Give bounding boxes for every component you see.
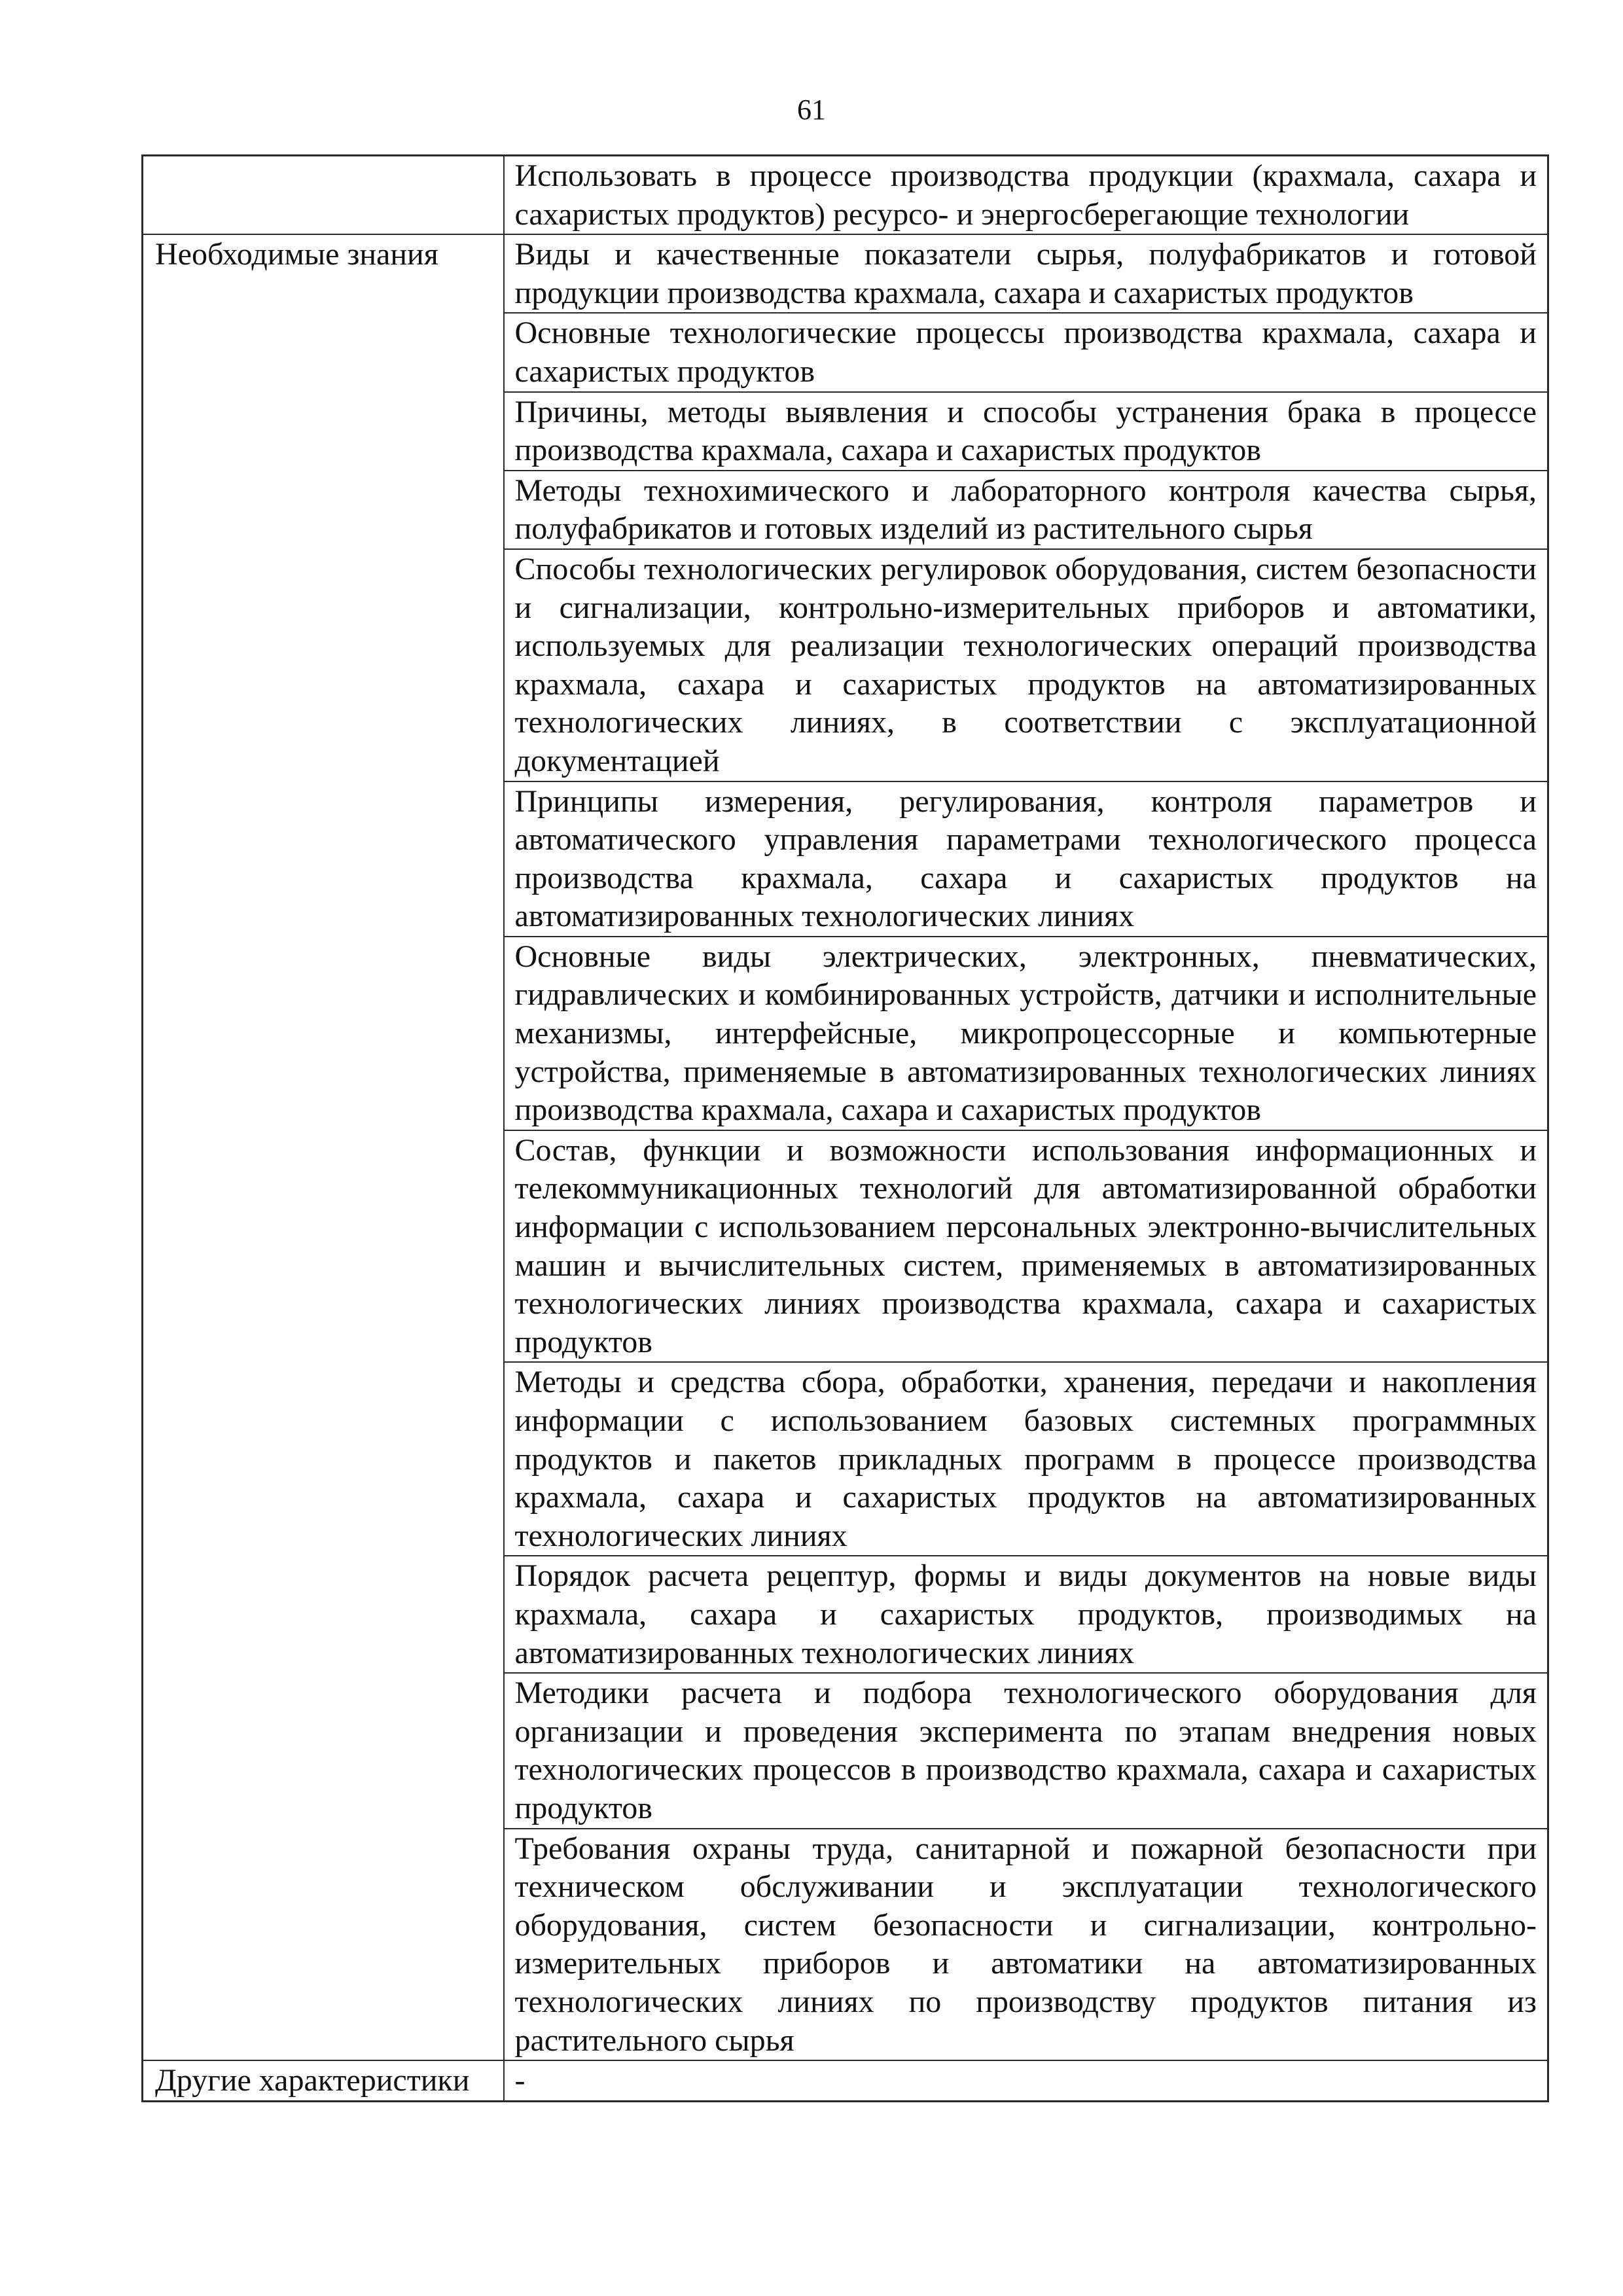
row-text: Методы и средства сбора, обработки, хранения, передачи и накопления информации с использованием базовых системных программных продуктов и пакетов прикладных программ в процессе производства крахмала, сахара и сахаристых продуктов на автоматизированных технологических линиях [504, 1362, 1548, 1556]
table-row [143, 392, 1548, 471]
row-text: Причины, методы выявления и способы устранения брака в процессе производства крахмала, сахара и сахаристых продуктов [504, 392, 1548, 471]
row-label [143, 471, 504, 549]
row-text: Виды и качественные показатели сырья, полуфабрикатов и готовой продукции производства крахмала, сахара и сахаристых продуктов [504, 234, 1548, 313]
row-label [143, 1556, 504, 1673]
row-text: Основные технологические процессы производства крахмала, сахара и сахаристых продуктов [504, 313, 1548, 391]
table-row [143, 471, 1548, 549]
row-text: Методики расчета и подбора технологического оборудования для организации и проведения эксперимента по этапам внедрения новых технологических процессов в производство крахмала, сахара и сахаристых продуктов [504, 1673, 1548, 1828]
row-text: Методы технохимического и лабораторного контроля качества сырья, полуфабрикатов и готовых изделий из растительного сырья [504, 471, 1548, 549]
table-row [143, 1829, 1548, 2061]
row-label-required-knowledge: Необходимые знания [143, 234, 504, 313]
row-text: - [504, 2060, 1548, 2101]
competency-table [141, 154, 1549, 2102]
row-label [143, 1362, 504, 1556]
row-label [143, 1673, 504, 1828]
row-label [143, 392, 504, 471]
page-number: 61 [797, 94, 826, 126]
table-row [143, 937, 1548, 1130]
table-row [143, 781, 1548, 937]
row-text: Требования охраны труда, санитарной и пожарной безопасности при техническом обслуживании и эксплуатации технологического оборудования, систем безопасности и сигнализации, контрольно-измерительных приборов и автоматики на автоматизированных технологических линиях по производству продуктов питания из растительного сырья [504, 1829, 1548, 2061]
table-row [143, 1673, 1548, 1828]
table-row [143, 2060, 1548, 2101]
row-label [143, 1829, 504, 2061]
table-row [143, 1362, 1548, 1556]
row-text: Способы технологических регулировок оборудования, систем безопасности и сигнализации, контрольно-измерительных приборов и автоматики, используемых для реализации технологических операций производства крахмала, сахара и сахаристых продуктов на автоматизированных технологических линиях, в соответствии с эксплуатационной документацией [504, 549, 1548, 781]
row-text: Состав, функции и возможности использования информационных и телекоммуникационных технологий для автоматизированной обработки информации с использованием персональных электронно-вычислительных машин и вычислительных систем, применяемых в автоматизированных технологических линиях производства крахмала, сахара и сахаристых продуктов [504, 1130, 1548, 1363]
table-row [143, 234, 1548, 313]
row-label-other-characteristics: Другие характеристики [143, 2060, 504, 2101]
row-label [143, 937, 504, 1130]
row-text: Порядок расчета рецептур, формы и виды документов на новые виды крахмала, сахара и сахаристых продуктов, производимых на автоматизированных технологических линиях [504, 1556, 1548, 1673]
row-text: Основные виды электрических, электронных, пневматических, гидравлических и комбинированных устройств, датчики и исполнительные механизмы, интерфейсные, микропроцессорные и компьютерные устройства, применяемые в автоматизированных технологических линиях производства крахмала, сахара и сахаристых продуктов [504, 937, 1548, 1130]
row-label [143, 156, 504, 235]
table-row [143, 549, 1548, 781]
table-row [143, 313, 1548, 391]
row-label [143, 781, 504, 937]
table-row [143, 1556, 1548, 1673]
row-text: Использовать в процессе производства продукции (крахмала, сахара и сахаристых продуктов) ресурсо- и энергосберегающие технологии [504, 156, 1548, 235]
row-label [143, 1130, 504, 1363]
row-text: Принципы измерения, регулирования, контроля параметров и автоматического управления параметрами технологического процесса производства крахмала, сахара и сахаристых продуктов на автоматизированных технологических линиях [504, 781, 1548, 937]
row-label [143, 313, 504, 391]
table-row [143, 1130, 1548, 1363]
row-label [143, 549, 504, 781]
table-row [143, 156, 1548, 235]
